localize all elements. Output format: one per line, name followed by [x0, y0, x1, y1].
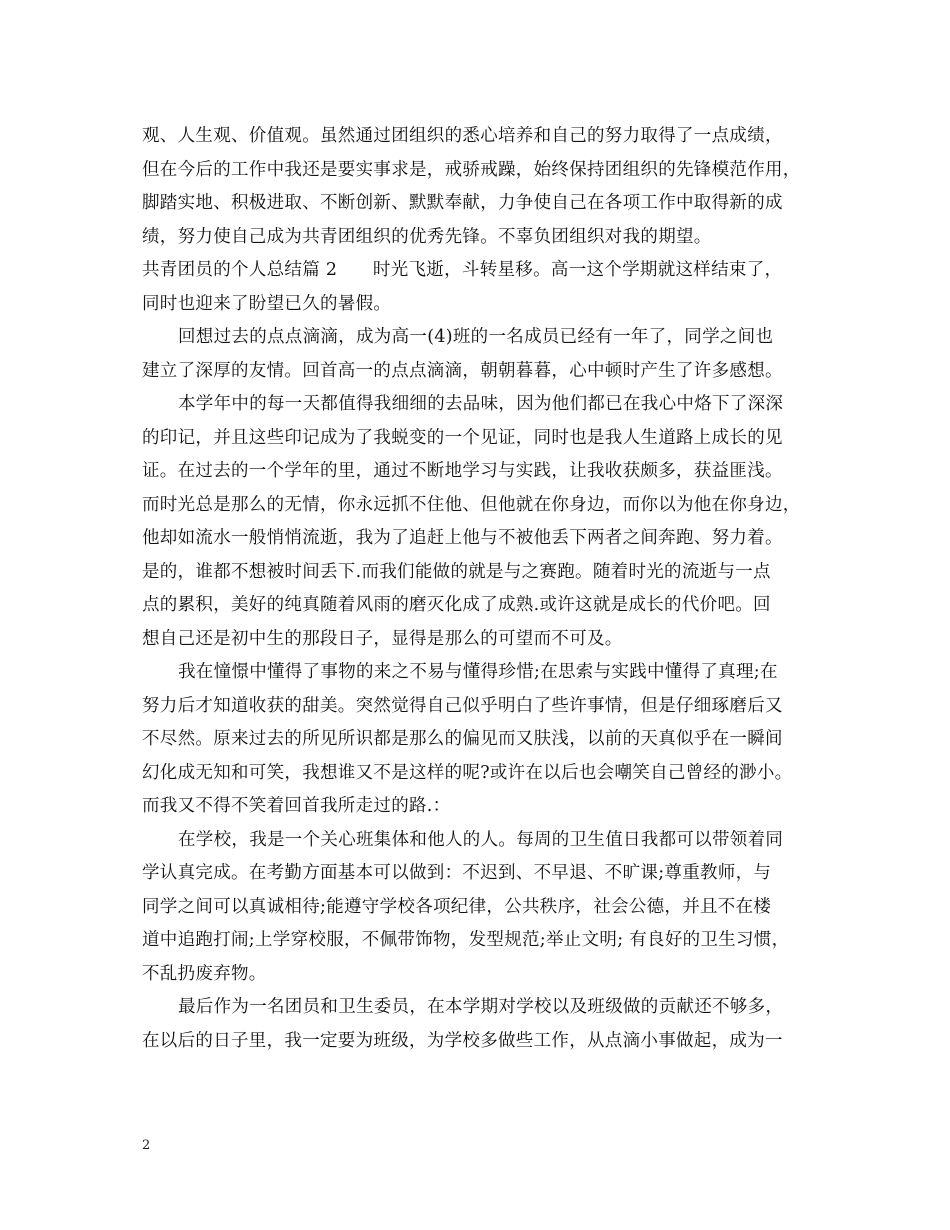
text-line: 道中追跑打闹;上学穿校服，不佩带饰物，发型规范;举止文明; 有良好的卫生习惯， — [142, 930, 790, 950]
text-line: 的印记，并且这些印记成为了我蜕变的一个见证，同时也是我人生道路上成长的见 — [142, 427, 783, 448]
text-line: 不乱扔废弃物。 — [142, 963, 267, 984]
text-line: 证。在过去的一个学年的里，通过不断地学习与实践，让我收获颇多，获益匪浅。 — [142, 461, 783, 481]
text-line: 他却如流水一般悄悄流逝，我为了追赶上他与不被他丢下两者之间奔跑、努力着。 — [142, 528, 783, 548]
text-line: 不尽然。原来过去的所见所识都是那么的偏见而又肤浅，以前的天真似乎在一瞬间 — [142, 729, 783, 749]
document-body — [142, 120, 832, 1058]
text-line: 脚踏实地、积极进取、不断创新、默默奉献，力争使自己在各项工作中取得新的成 — [142, 193, 783, 213]
text-line: 绩，努力使自己成为共青团组织的优秀先锋。不辜负团组织对我的期望。 — [142, 226, 712, 247]
text-line: 同时也迎来了盼望已久的暑假。 — [142, 293, 392, 314]
text-line: 想自己还是初中生的那段日子，显得是那么的可望而不可及。 — [142, 628, 623, 649]
text-line: 努力后才知道收获的甜美。突然觉得自己似乎明白了些许事情，但是仔细琢磨后又 — [142, 695, 783, 716]
text-line: 回想过去的点点滴滴，成为高一(4)班的一名成员已经有一年了，同学之间也 — [178, 327, 774, 347]
text-line: 同学之间可以真诚相待;能遵守学校各项纪律，公共秩序，社会公德，并且不在楼 — [142, 896, 772, 917]
text-line: 在学校，我是一个关心班集体和他人的人。每周的卫生值日我都可以带领着同 — [178, 829, 784, 850]
text-line: 而时光总是那么的无情，你永远抓不住他、但他就在你身边，而你以为他在你身边， — [142, 494, 801, 515]
text-line: 在以后的日子里，我一定要为班级，为学校多做些工作，从点滴小事做起，成为一 — [142, 1030, 783, 1051]
text-line: 观、人生观、价值观。虽然通过团组织的悉心培养和自己的努力取得了一点成绩， — [142, 126, 783, 146]
text-line: 最后作为一名团员和卫生委员，在本学期对学校以及班级做的贡献还不够多， — [178, 997, 784, 1017]
text-line: 建立了深厚的友情。回首高一的点点滴滴，朝朝暮暮，心中顿时产生了许多感想。 — [142, 360, 783, 381]
text-line: 共青团员的个人总结篇 2 时光飞逝，斗转星移。高一这个学期就这样结束了， — [142, 260, 783, 280]
text-line: 而我又不得不笑着回首我所走过的路.： — [142, 796, 451, 816]
text-line: 本学年中的每一天都值得我细细的去品味，因为他们都已在我心中烙下了深深 — [178, 394, 784, 414]
text-line: 但在今后的工作中我还是要实事求是，戒骄戒躁，始终保持团组织的先锋模范作用， — [142, 159, 801, 180]
page-number: 2 — [142, 1138, 151, 1153]
text-line: 是的，谁都不想被时间丢下.而我们能做的就是与之赛跑。随着时光的流逝与一点 — [142, 561, 771, 582]
text-line: 我在憧憬中懂得了事物的来之不易与懂得珍惜;在思索与实践中懂得了真理;在 — [178, 662, 778, 682]
text-line: 点的累积，美好的纯真随着风雨的磨灭化成了成熟.或许这就是成长的代价吧。回 — [142, 595, 771, 615]
text-line: 学认真完成。在考勤方面基本可以做到：不迟到、不早退、不旷课;尊重教师，与 — [142, 863, 772, 883]
text-line: 幻化成无知和可笑，我想谁又不是这样的呢?或许在以后也会嘲笑自己曾经的渺小。 — [142, 762, 793, 783]
